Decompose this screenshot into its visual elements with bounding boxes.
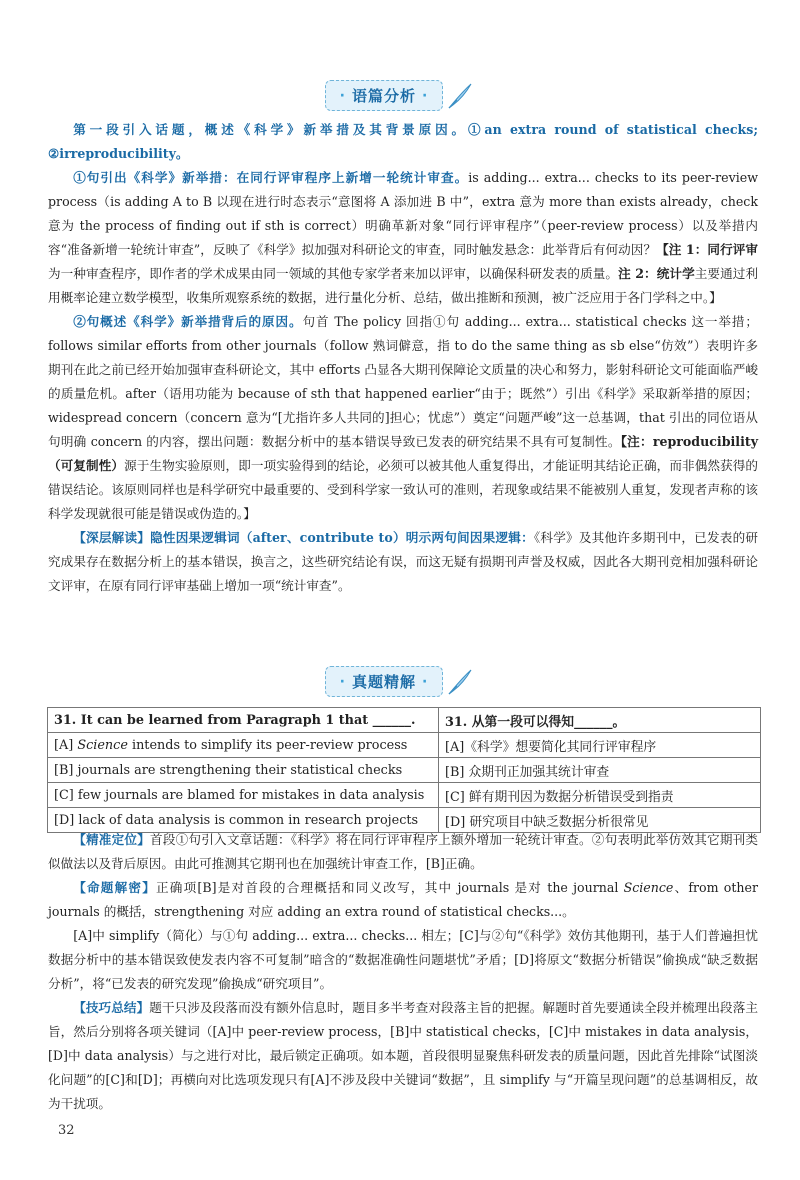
question-stem-cn: 31. 从第一段可以得知______。 [439, 708, 761, 733]
dot-icon: · [422, 87, 429, 104]
option-a-cn: [A]《科学》想要简化其同行评审程序 [439, 733, 761, 758]
option-d-en: [D] lack of data analysis is common in research projects [48, 808, 439, 833]
quill-pen-icon [445, 667, 475, 697]
option-c-cn: [C] 鲜有期刊因为数据分析错误受到指责 [439, 783, 761, 808]
question-table [47, 707, 761, 833]
analysis-text [48, 118, 758, 598]
distractor-analysis: [A]中 simplify（简化）与①句 adding... extra... checks... 相左；[C]与②句“《科学》效仿其他期刊，基于人们普遍担忧数据分析中的基本错误致使发表内容不可复制”暗含的“数据准确性问题堪忧”矛盾；[D]将原文“数据分析错误”偷换成“缺乏数据分析”，将“已发表的研究发现”偷换成“研究项目”。 [48, 928, 758, 991]
option-d-cn: [D] 研究项目中缺乏数据分析很常见 [439, 808, 761, 833]
table-row [48, 758, 761, 783]
section-header-solution [0, 666, 800, 697]
question-decoding: 【命题解密】正确项[B]是对首段的合理概括和同义改写，其中 journals 是对 the journal Science、from other journals 的概括，strengthening 对应 adding an extra round of statistical checks...。 [48, 880, 759, 919]
quill-pen-icon [445, 81, 475, 111]
question-stem-en: 31. It can be learned from Paragraph 1 that ______. [48, 708, 439, 733]
table-row [48, 733, 761, 758]
option-c-en: [C] few journals are blamed for mistakes in data analysis [48, 783, 439, 808]
page-number: 32 [58, 1123, 75, 1138]
table-row [48, 783, 761, 808]
sentence-1-analysis: ①句引出《科学》新举措：在同行评审程序上新增一轮统计审查。is adding... extra... checks to its peer-review process（is adding A to B 以现在进行时态表示“意图将 A 添加进 B 中”，extra 意为 more than exists already，check 意为 the process of finding out if sth is correct）明确革新对象“同行评审程序”（peer-review process）以及举措内容“准备新增一轮统计审查”，反映了《科学》拟加强对科研论文的审查，同时触发悬念：此举背后有何动因？【注 1：同行评审为一种审查程序，即作者的学术成果由同一领域的其他专家学者来加以评审，以确保科研发表的质量。注 2：统计学主要通过利用概率论建立数学模型，收集所观察系统的数据，进行量化分析、总结，做出推断和预测，被广泛应用于各门学科之中。】 [48, 170, 759, 305]
section-pill [325, 80, 444, 111]
sentence-2-analysis: ②句概述《科学》新举措背后的原因。句首 The policy 回指①句 adding... extra... statistical checks 这一举措；follows similar efforts from other journals（follow 熟词僻意，指 to do the same thing as sb else“仿效”）表明许多期刊在此之前已经开始加强审查科研论文，其中 efforts 凸显各大期刊保障论文质量的决心和努力，影射科研论文可能面临严峻的质量危机。after（语用功能为 because of sth that happened earlier“由于；既然”）引出《科学》采取新举措的原因；widespread concern（concern 意为“[尤指许多人共同的]担心；忧虑”）奠定“问题严峻”这一总基调，that 引出的同位语从句明确 concern 的内容，摆出问题：数据分析中的基本错误导致已发表的研究结果不具有可复制性。【注：reproducibility（可复制性）源于生物实验原则，即一项实验得到的结论，必须可以被其他人重复得出，才能证明其结论正确，而非偶然获得的错误结论。该原则同样也是科学研究中最重要的、受到科学家一致认可的准则，若现象或结果不能被别人重复，发现者声称的该科学发现就很可能是错误或伪造的。】 [48, 314, 759, 521]
option-a-en: [A] Science intends to simplify its peer-review process [48, 733, 439, 758]
dot-icon: · [339, 673, 346, 690]
section-header-analysis [0, 80, 800, 111]
section-title: 语篇分析 [351, 87, 416, 105]
option-b-cn: [B] 众期刊正加强其统计审查 [439, 758, 761, 783]
section-title: 真题精解 [351, 673, 416, 691]
table-row [48, 708, 761, 733]
option-b-en: [B] journals are strengthening their statistical checks [48, 758, 439, 783]
paragraph-intro: 第一段引入话题，概述《科学》新举措及其背景原因。①an extra round of statistical checks; ②irreproducibility。 [48, 122, 758, 161]
skill-summary: 【技巧总结】题干只涉及段落而没有额外信息时，题目多半考查对段落主旨的把握。解题时首先要通读全段并梳理出段落主旨，然后分别将各项关键词（[A]中 peer-review process，[B]中 statistical checks，[C]中 mistakes in data analysis，[D]中 data analysis）与之进行对比，最后锁定正确项。如本题，首段很明显聚焦科研发表的质量问题，因此首先排除“试图淡化问题”的[C]和[D]；再横向对比选项发现只有[A]不涉及段中关键词“数据”，且 simplify 与“开篇呈现问题”的总基调相反，故为干扰项。 [48, 1000, 759, 1111]
explanation-text [48, 828, 758, 1116]
dot-icon: · [339, 87, 346, 104]
precise-location: 【精准定位】首段①句引入文章话题：《科学》将在同行评审程序上额外增加一轮统计审查。②句表明此举仿效其它期刊类似做法以及背后原因。由此可推测其它期刊也在加强统计审查工作，[B]正确。 [48, 832, 759, 871]
deep-reading: 【深层解读】隐性因果逻辑词（after、contribute to）明示两句间因果逻辑：《科学》及其他许多期刊中，已发表的研究成果存在数据分析上的基本错误，换言之，这些研究结论有误，而这无疑有损期刊声誉及权威，因此各大期刊竞相加强科研论文评审，在原有同行评审基础上增加一项“统计审查”。 [48, 530, 759, 593]
dot-icon: · [422, 673, 429, 690]
section-pill [325, 666, 444, 697]
